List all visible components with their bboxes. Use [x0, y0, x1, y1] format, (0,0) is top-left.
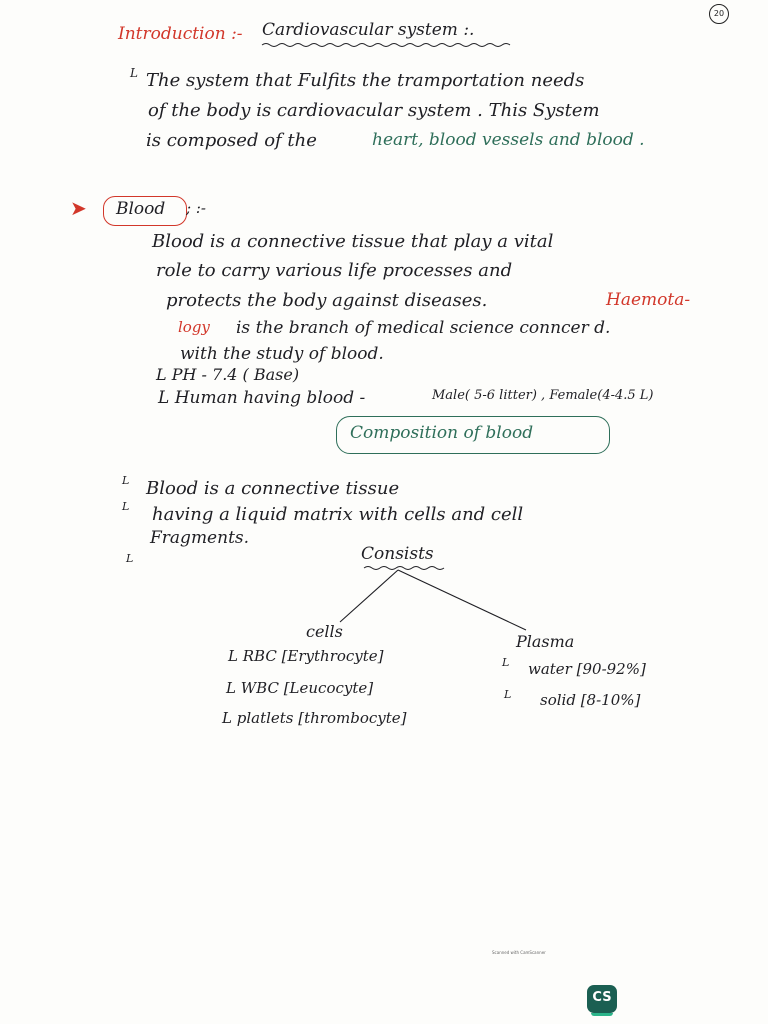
intro-line-3: is composed of the: [146, 130, 317, 151]
blood-title-suffix: ; :-: [186, 199, 206, 217]
composition-title: Composition of blood: [350, 423, 534, 443]
blood-ph: L PH - 7.4 ( Base): [156, 365, 300, 384]
composition-line-1: Blood is a connective tissue: [146, 478, 400, 499]
plasma-label: Plasma: [516, 632, 575, 651]
blood-line-4-highlight: logy: [178, 318, 210, 336]
camscanner-logo: CS: [587, 985, 617, 1013]
blood-human-values: Male( 5-6 litter) , Female(4-4.5 L): [432, 388, 654, 403]
page-number: 20: [709, 4, 729, 24]
intro-line-3-highlight: heart, blood vessels and blood .: [372, 130, 645, 150]
scanner-watermark-text: Scanned with CamScanner: [492, 950, 546, 955]
cells-item-wbc: L WBC [Leucocyte]: [226, 679, 374, 697]
blood-line-4: is the branch of medical science conncer d.: [236, 318, 611, 338]
intro-heading-label: Introduction :-: [118, 24, 243, 44]
heading-underline-squiggle: [262, 44, 510, 47]
cells-item-rbc: L RBC [Erythrocyte]: [228, 647, 384, 665]
blood-line-1: Blood is a connective tissue that play a vital: [152, 231, 554, 252]
consists-label: Consists: [361, 544, 434, 564]
composition-line-3: Fragments.: [150, 528, 250, 548]
tree-branch-right: [398, 570, 526, 630]
blood-arrow-marker: ➤: [70, 196, 87, 220]
cells-label: cells: [306, 622, 343, 641]
blood-line-5: with the study of blood.: [180, 344, 384, 364]
blood-line-2: role to carry various life processes and: [156, 260, 513, 281]
plasma-bullet-1: L: [502, 656, 510, 669]
composition-line-2: having a liquid matrix with cells and cell: [152, 504, 524, 525]
cells-item-platelets: L platlets [thrombocyte]: [222, 709, 407, 727]
intro-line-2: of the body is cardiovacular system . This System: [148, 100, 600, 121]
blood-title: Blood: [116, 199, 166, 219]
blood-line-3-highlight: Haemota-: [606, 290, 691, 310]
blood-line-3: protects the body against diseases.: [166, 290, 488, 311]
plasma-bullet-2: L: [504, 688, 512, 701]
intro-heading-topic: Cardiovascular system :.: [262, 20, 475, 40]
plasma-item-solid: solid [8-10%]: [540, 691, 641, 709]
plasma-item-water: water [90-92%]: [528, 660, 646, 678]
composition-bullet-1: L: [122, 474, 130, 487]
intro-bullet: L: [130, 66, 138, 80]
tree-branch-left: [340, 570, 398, 622]
intro-line-1: The system that Fulfits the tramportation needs: [146, 70, 585, 91]
composition-bullet-3: L: [126, 552, 134, 565]
blood-human: L Human having blood -: [158, 388, 366, 408]
consists-underline-squiggle: [364, 567, 444, 570]
composition-bullet-2: L: [122, 500, 130, 513]
